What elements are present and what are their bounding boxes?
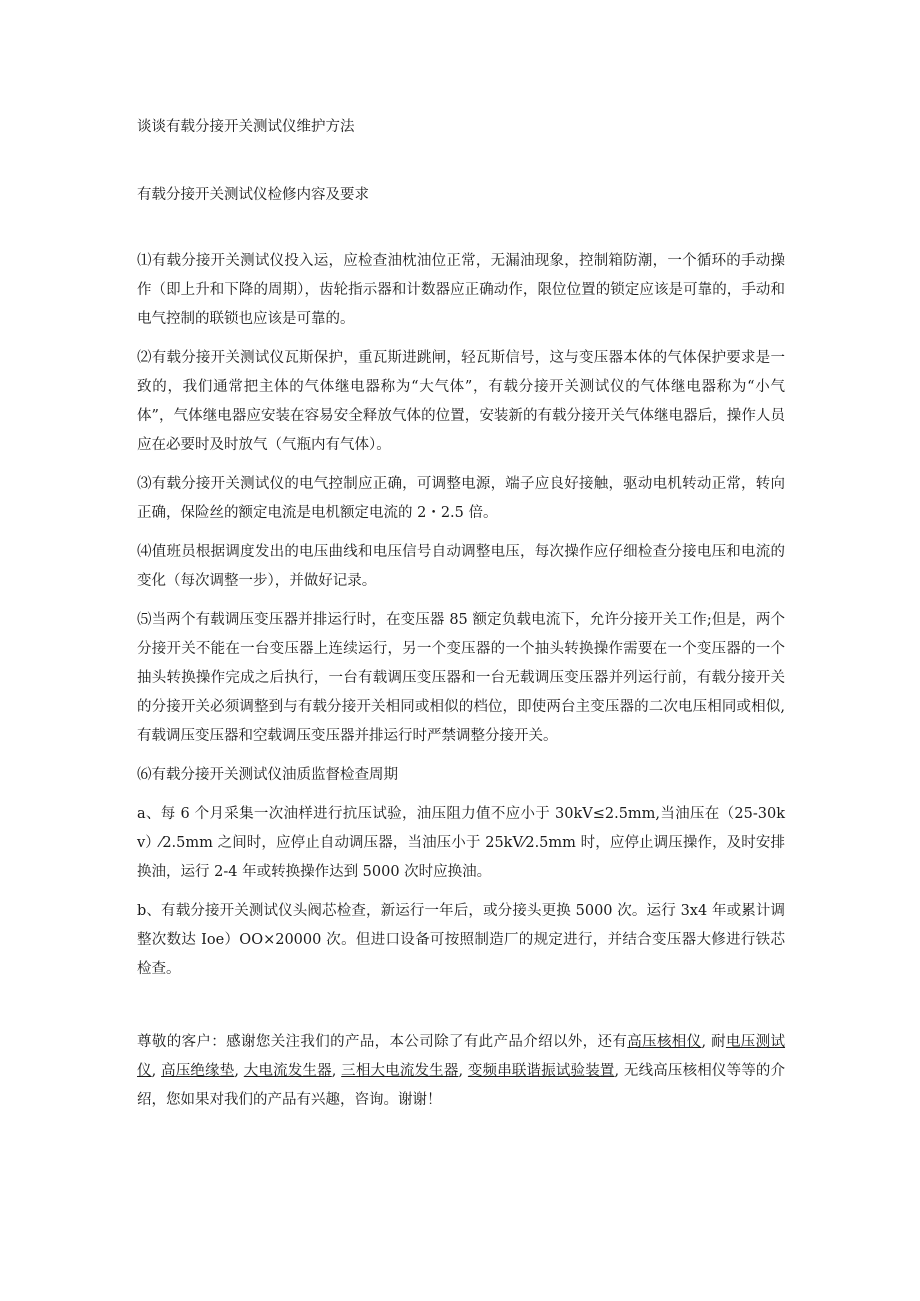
link-high-voltage-phase-checker[interactable]: 高压核相仪 bbox=[627, 1034, 702, 1050]
paragraph-4: ⑷值班员根据调度发出的电压曲线和电压信号自动调整电压，每次操作应仔细检查分接电压和电流的变化（每次调整一步），并做好记录。 bbox=[137, 544, 785, 589]
paragraph-2: ⑵有载分接开关测试仪瓦斯保护，重瓦斯进跳闸，轻瓦斯信号，这与变压器本体的气体保护要求是一致的，我们通常把主体的气体继电器称为“大气体”，有载分接开关测试仪的气体继电器称为“小气体”，气体继电器应安装在容易安全释放气体的位置，安装新的有载分接开关气体继电器后，操作人员应在必要时及时放气（气瓶内有气体）。 bbox=[137, 350, 785, 453]
footer-outro: , 无线高压核相仪等等的介绍，您如果对我们的产品有兴趣，咨询。谢谢！ bbox=[137, 1063, 786, 1108]
footer-intro: 尊敬的客户：感谢您关注我们的产品，本公司除了有此产品介绍以外，还有 bbox=[137, 1034, 628, 1050]
footer-separator: , 耐 bbox=[701, 1034, 726, 1050]
footer-separator: , bbox=[151, 1063, 162, 1079]
document-body bbox=[137, 113, 785, 1130]
link-voltage-tester[interactable]: 电压测试仪 bbox=[137, 1034, 786, 1079]
paragraph-3: ⑶有载分接开关测试仪的电气控制应正确，可调整电源，端子应良好接触，驱动电机转动正常，转向正确，保险丝的额定电流是电机额定电流的 2・2.5 倍。 bbox=[137, 476, 785, 521]
paragraph-6: ⑹有载分接开关测试仪油质监督检查周期 bbox=[137, 767, 398, 783]
footer-separator: , bbox=[458, 1063, 468, 1079]
section-title: 有载分接开关测试仪检修内容及要求 bbox=[137, 187, 369, 203]
paragraph-1: ⑴有载分接开关测试仪投入运，应检查油枕油位正常，无漏油现象，控制箱防潮，一个循环的手动操作（即上升和下降的周期），齿轮指示器和计数器应正确动作，限位位置的锁定应该是可靠的，手动和电气控制的联锁也应该是可靠的。 bbox=[137, 253, 785, 327]
link-three-phase-current-generator[interactable]: 三相大电流发生器 bbox=[341, 1063, 459, 1079]
paragraph-b: b、有载分接开关测试仪头阀芯检查，新运行一年后，或分接头更换 5000 次。运行 3x4 年或累计调整次数达 Ioe）OO×20000 次。但进口设备可按照制造厂的规定进行，并结合变压器大修进行铁芯检查。 bbox=[137, 903, 785, 977]
paragraph-5: ⑸当两个有载调压变压器并排运行时，在变压器 85 额定负载电流下，允许分接开关工作;但是，两个分接开关不能在一台变压器上连续运行，另一个变压器的一个抽头转换操作需要在一个变压器的一个抽头转换操作完成之后执行，一台有载调压变压器和一台无载调压变压器并列运行前，有载分接开关的分接开关必须调整到与有载分接开关相同或相似的档位，即使两台主变压器的二次电压相同或相似,有载调压变压器和空载调压变压器并排运行时严禁调整分接开关。 bbox=[137, 612, 785, 744]
document-title: 谈谈有载分接开关测试仪维护方法 bbox=[137, 119, 355, 135]
footer-paragraph bbox=[137, 1028, 785, 1115]
link-resonance-test-device[interactable]: 变频串联谐振试验装置 bbox=[467, 1063, 615, 1079]
link-high-current-generator[interactable]: 大电流发生器 bbox=[243, 1063, 332, 1079]
paragraph-list bbox=[137, 247, 785, 984]
footer-separator: , bbox=[234, 1063, 244, 1079]
footer-separator: , bbox=[331, 1063, 342, 1079]
link-insulation-mat[interactable]: 高压绝缘垫 bbox=[161, 1063, 235, 1079]
paragraph-a: a、每 6 个月采集一次油样进行抗压试验，油压阻力值不应小于 30kV≤2.5mm,当油压在（25-30kv）⁄2.5mm 之间时，应停止自动调压器，当油压小于 25kV⁄2.5mm 时，应停止调压操作，及时安排换油，运行 2-4 年或转换操作达到 5000 次时应换油。 bbox=[137, 806, 785, 880]
